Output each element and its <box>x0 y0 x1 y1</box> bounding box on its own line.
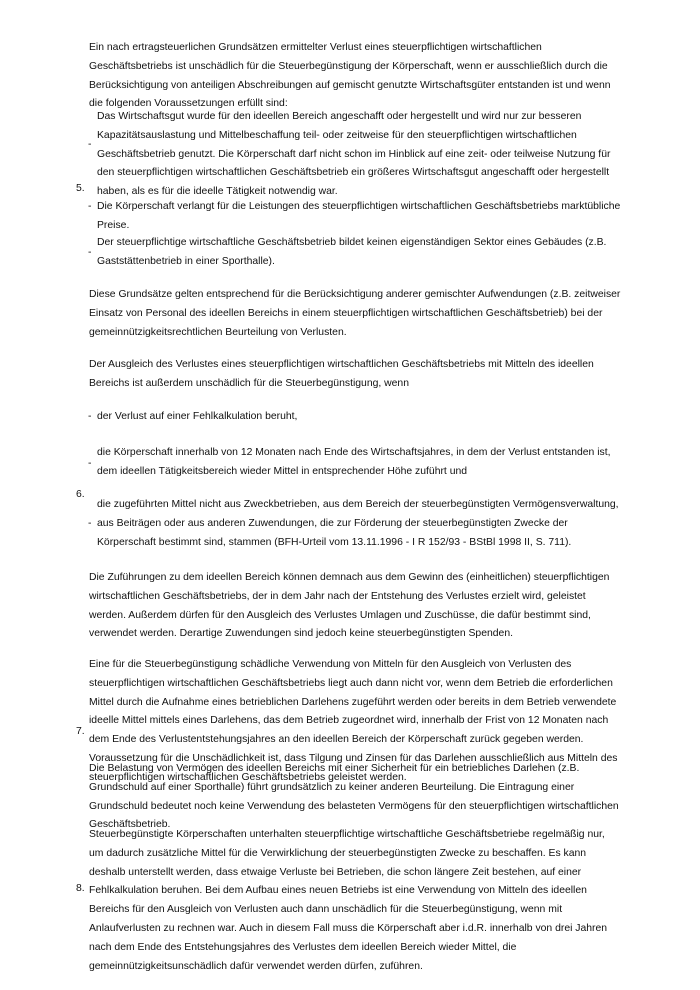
section-7-paragraph-2: Die Belastung von Vermögen des ideellen Bereichs mit einer Sicherheit für ein betriebliches Darlehen (z.B. Grundschuld auf einer Sporthalle) führt grundsätzlich zu keiner anderen Beurteilung. Die Eintragung einer Grundschuld bedeutet noch keine Verwendung des belasteten Vermögens für den steuerpflichtigen wirtschaftlichen Geschäftsbetrieb. <box>89 763 619 831</box>
section-8-paragraph-1: Steuerbegünstigte Körperschaften unterhalten steuerpflichtige wirtschaftliche Geschäftsbetriebe regelmäßig nur, um dadurch zusätzliche Mittel für die Verwirklichung der steuerbegünstigten Zwecke zu beschaffen. Es kann deshalb unterstellt werden, dass etwaige Verluste bei Betrieben, die schon längere Zeit bestehen, auf einer Fehlkalkulation beruhen. Bei dem Aufbau eines neuen Betriebs ist eine Verwendung von Mitteln des ideellen Bereichs für den Ausgleich von Verlusten auch dann unschädlich für die Steuerbegünstigung, wenn mit Anlaufverlusten zu rechnen war. Auch in diesem Fall muss die Körperschaft aber i.d.R. innerhalb von drei Jahren nach dem Ende des Entstehungsjahres des Verlustes dem ideellen Bereich wieder Mittel, die gemeinnützigkeitsunschädlich dafür verwendet werden dürfen, zuführen. <box>89 829 608 972</box>
section-6-bullet-2-dash: - <box>88 458 92 469</box>
section-6-bullet-1: der Verlust auf einer Fehlkalkulation beruht, <box>97 411 298 422</box>
section-7-paragraph-1: Eine für die Steuerbegünstigung schädliche Verwendung von Mitteln für den Ausgleich von Verlusten des steuerpflichtigen wirtschaftlichen Geschäftsbetriebs liegt auch dann nicht vor, wenn dem Betrieb die erforderlichen Mittel durch die Aufnahme eines betrieblichen Darlehens zugeführt werden oder bereits in dem Betrieb verwendete ideelle Mittel mittels eines Darlehens, das dem Betrieb zugeordnet wird, innerhalb der Frist von 12 Monaten nach dem Ende des Verlustentstehungsjahres an den ideellen Bereich der Körperschaft zurück gegeben werden. Voraussetzung für die Unschädlichkeit ist, dass Tilgung und Zinsen für das Darlehen ausschließlich aus Mitteln des steuerpflichtigen wirtschaftlichen Geschäftsbetriebs geleistet werden. <box>89 659 618 783</box>
section-5-bullet-2-dash: - <box>88 201 92 212</box>
section-5-number: 5. <box>76 183 85 194</box>
section-6-closing: Die Zuführungen zu dem ideellen Bereich können demnach aus dem Gewinn des (einheitlichen) steuerpflichtigen wirtschaftlichen Geschäftsbetriebs, der in dem Jahr nach der Entstehung des Verlustes erzielt wird, geleistet werden. Außerdem dürfen für den Ausgleich des Verlustes Umlagen und Zuschüsse, die dafür bestimmt sind, verwendet werden. Derartige Zuwendungen sind jedoch keine steuerbegünstigten Spenden. <box>89 572 610 640</box>
section-6-bullet-3: die zugeführten Mittel nicht aus Zweckbetrieben, aus dem Bereich der steuerbegünstigten Vermögensverwaltung, aus Beiträgen oder aus anderen Zuwendungen, die zur Förderung der steuerbegünstigten Zwecke der Körperschaft bestimmt sind, stammen (BFH-Urteil vom 13.11.1996 - I R 152/93 - BStBl 1998 II, S. 711). <box>97 499 619 548</box>
intro-paragraph: Ein nach ertragsteuerlichen Grundsätzen ermittelter Verlust eines steuerpflichtigen wirtschaftlichen Geschäftsbetriebs ist unschädlich für die Steuerbegünstigung der Körperschaft, wenn er ausschließlich durch die Berücksichtigung von anteiligen Abschreibungen auf gemischt genutzte Wirtschaftsgüter entstanden ist und wenn die folgenden Voraussetzungen erfüllt sind: <box>89 42 611 110</box>
section-5-bullet-1: Das Wirtschaftsgut wurde für den ideellen Bereich angeschafft oder hergestellt und wird nur zur besseren Kapazitätsauslastung und Mittelbeschaffung teil- oder zeitweise für den steuerpflichtigen wirtschaftlichen Geschäftsbetrieb genutzt. Die Körperschaft darf nicht schon im Hinblick auf eine zeit- oder teilweise Nutzung für den steuerpflichtigen wirtschaftlichen Geschäftsbetrieb ein größeres Wirtschaftsgut angeschafft oder hergestellt haben, als es für die ideelle Tätigkeit notwendig war. <box>97 111 611 198</box>
section-6-bullet-1-dash: - <box>88 411 92 422</box>
section-8-number: 8. <box>76 883 85 894</box>
section-6-bullet-3-dash: - <box>88 518 92 529</box>
section-6-bullet-2: die Körperschaft innerhalb von 12 Monaten nach Ende des Wirtschaftsjahres, in dem der Verlust entstanden ist, dem ideellen Tätigkeitsbereich wieder Mittel in entsprechender Höhe zuführt und <box>97 447 611 477</box>
section-5-bullet-3: Der steuerpflichtige wirtschaftliche Geschäftsbetrieb bildet keinen eigenständigen Sektor eines Gebäudes (z.B. Gaststättenbetrieb in einer Sporthalle). <box>97 237 607 267</box>
section-5-bullet-1-dash: - <box>88 139 92 150</box>
section-5-bullet-3-dash: - <box>88 247 92 258</box>
section-6-number: 6. <box>76 489 85 500</box>
section-5-bullet-2: Die Körperschaft verlangt für die Leistungen des steuerpflichtigen wirtschaftlichen Geschäftsbetriebs marktübliche Preise. <box>97 201 621 231</box>
section-5-closing: Diese Grundsätze gelten entsprechend für die Berücksichtigung anderer gemischter Aufwendungen (z.B. zeitweiser Einsatz von Personal des ideellen Bereichs in einem steuerpflichtigen wirtschaftlichen Geschäftsbetrieb) bei der gemeinnützigkeitsrechtlichen Beurteilung von Verlusten. <box>89 289 621 338</box>
section-6-intro: Der Ausgleich des Verlustes eines steuerpflichtigen wirtschaftlichen Geschäftsbetriebs mit Mitteln des ideellen Bereichs ist außerdem unschädlich für die Steuerbegünstigung, wenn <box>89 359 594 389</box>
section-7-number: 7. <box>76 726 85 737</box>
